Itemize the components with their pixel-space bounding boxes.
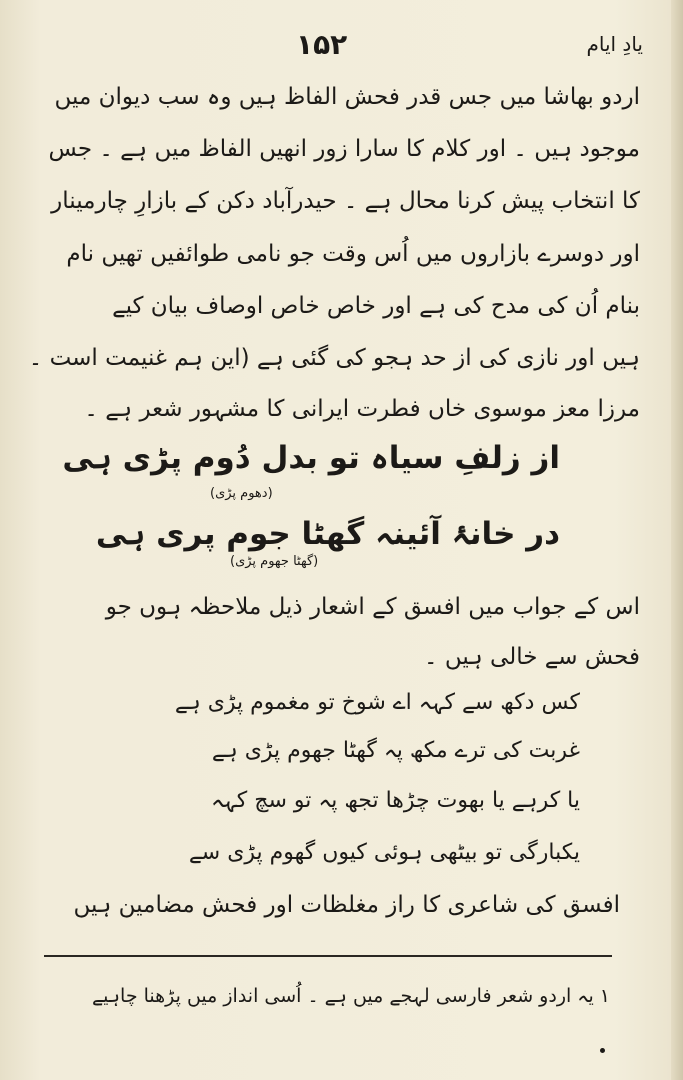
paragraph-line: مرزا معز موسوی خاں فطرت ایرانی کا مشہور شعر ہے ۔ [84,396,640,422]
paragraph-line: بنام اُن کی مدح کی ہے اور خاص خاص اوصاف بیان کیے [112,293,640,319]
paragraph-line: اور دوسرے بازاروں میں اُس وقت جو نامی طوائفیں تھیں نام [66,241,640,267]
paragraph-line: اردو بھاشا میں جس قدر فحش الفاظ ہیں وہ سب دیوان میں [54,84,640,110]
footnote-divider [44,955,612,957]
page-header [40,28,643,72]
page-binding-shadow [671,0,683,1080]
poem-line: غربت کی ترے مکھ پہ گھٹا جھوم پڑی ہے [211,738,580,763]
verse-gloss-2: (گھٹا جھوم پڑی) [230,554,319,569]
ink-speck [600,1048,605,1053]
verse-gloss-1: (دھوم پڑی) [210,486,273,501]
poem-line: یکبارگی تو بیٹھی ہوئی کیوں گھوم پڑی سے [188,840,580,865]
paragraph-line: اس کے جواب میں افسق کے اشعار ذیل ملاحظہ ہوں جو [105,594,640,620]
poem-line: یا کرہے یا بھوت چڑھا تجھ پہ تو سچ کہہ [211,788,580,813]
persian-verse-line-1: از زلفِ سیاہ تو بدل دُوم پڑی ہی [62,440,560,476]
footnote: ۱ یہ اردو شعر فارسی لہجے میں ہے ۔ اُسی انداز میں پڑھنا چاہیے [92,985,610,1007]
page-number: ۱۵۲ [296,28,348,61]
paragraph-line: کا انتخاب پیش کرنا محال ہے ۔ حیدرآباد دکن کے بازارِ چارمینار [51,188,640,214]
paragraph-line: موجود ہیں ۔ اور کلام کا سارا زور انھیں الفاظ میں ہے ۔ جس [48,136,640,162]
paragraph-line: ہیں اور نازی کی از حد ہجو کی گئی ہے (این ہم غنیمت است ۔ [28,345,640,371]
persian-verse-line-2: در خانۂ آئینہ گھٹا جوم پری ہی [95,516,560,552]
poem-line: کس دکھ سے کہہ اے شوخ تو مغموم پڑی ہے [174,690,580,715]
running-head: یادِ ایام [586,32,643,56]
closing-line: افسق کی شاعری کا راز مغلظات اور فحش مضامین ہیں [73,892,620,918]
paragraph-line: فحش سے خالی ہیں ۔ [424,644,640,670]
